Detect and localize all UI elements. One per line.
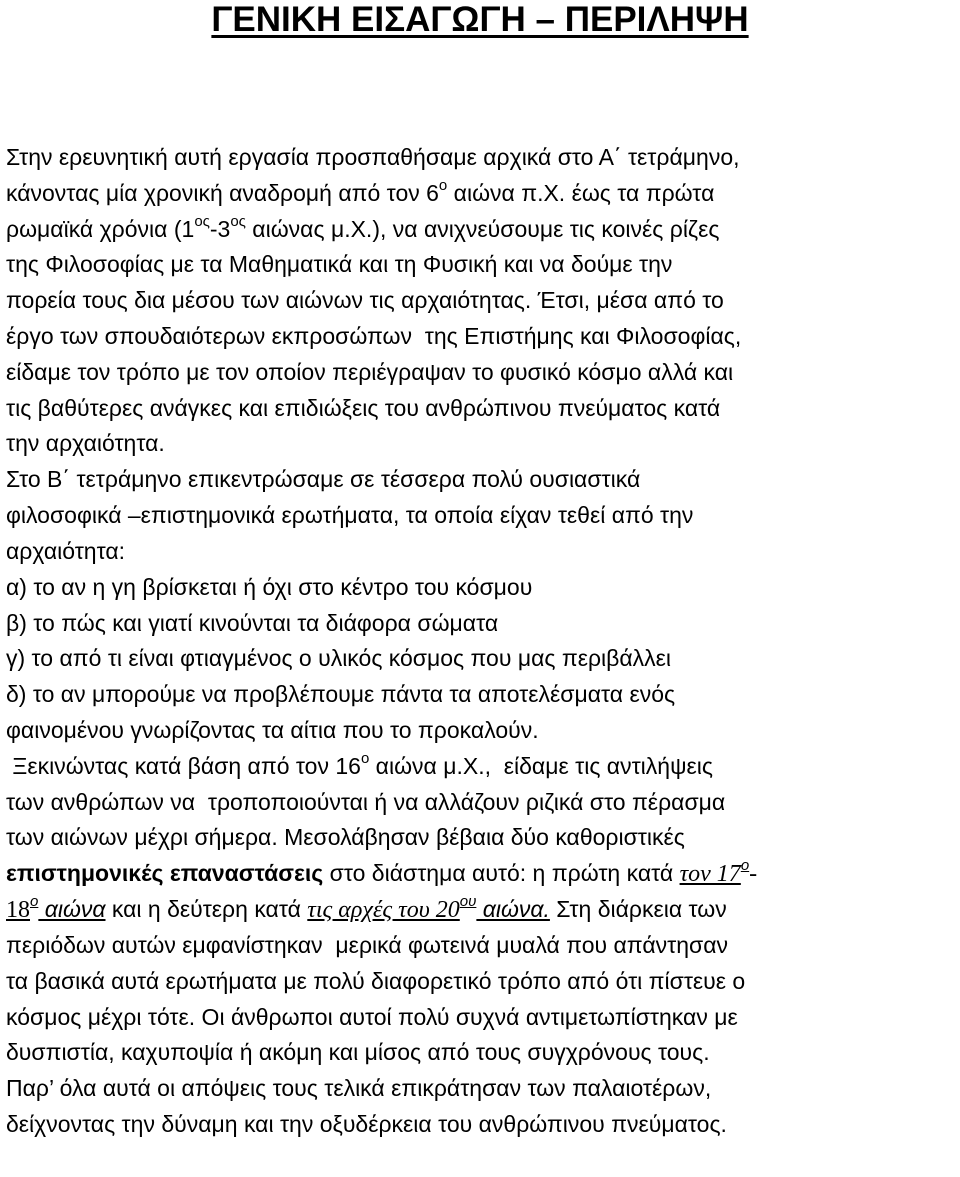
paragraph-line: φαινομένου γνωρίζοντας τα αίτια που το προκαλούν. [6, 717, 539, 743]
paragraph-line: ρωμαϊκά χρόνια ($1^{o\varsigma}-3^{o\varsigma}$ αιώνας μ.Χ.), να ανιχνεύσουμε τις κοινές ρίζες [6, 213, 720, 242]
paragraph-line: Παρ’ όλα αυτά οι απόψεις τους τελικά επικράτησαν των παλαιοτέρων, [6, 1075, 712, 1101]
document-title: ΓΕΝΙΚΗ ΕΙΣΑΓΩΓΗ – ΠΕΡΙΛΗΨΗ [211, 0, 749, 39]
paragraph-line: πορεία τους δια μέσου των αιώνων τις αρχαιότητας. Έτσι, μέσα από το [6, 287, 724, 313]
paragraph-line: των αιώνων μέχρι σήμερα. Μεσολάβησαν βέβαια δύο καθοριστικές [6, 824, 685, 850]
list-item: γ) το από τι είναι φτιαγμένος ο υλικός κόσμος που μας περιβάλλει [6, 645, 672, 671]
paragraph-line: Ξεκινώντας κατά βάση από τον $16^o$ αιώνα μ.Χ., είδαμε τις αντιλήψεις [6, 750, 713, 779]
list-item: β) το πώς και γιατί κινούνται τα διάφορα σώματα [6, 610, 499, 636]
paragraph-line: των ανθρώπων να τροποποιούνται ή να αλλάζουν ριζικά στο πέρασμα [6, 789, 726, 815]
paragraph-line: $18^o$ αιώνα και η δεύτερη κατά τις αρχές του $20^{o\upsilon}$ αιώνα. Στη διάρκεια των [6, 893, 727, 923]
underlined-date: 18 [6, 897, 30, 923]
underlined-date: τις αρχές του 20 [307, 897, 460, 923]
paragraph-line: επιστημονικές επαναστάσεις στο διάστημα αυτό: η πρώτη κατά τον $17^o-$ [6, 857, 758, 887]
underlined-date: τον 17 [679, 861, 741, 887]
paragraph-line: είδαμε τον τρόπο με τον οποίον περιέγραψαν το φυσικό κόσμο αλλά και [6, 359, 734, 385]
bold-phrase: επιστημονικές επαναστάσεις [6, 860, 324, 886]
paragraph-line: τις βαθύτερες ανάγκες και επιδιώξεις του ανθρώπινου πνεύματος κατά [6, 395, 721, 421]
paragraph-line: φιλοσοφικά –επιστημονικά ερωτήματα, τα οποία είχαν τεθεί από την [6, 502, 694, 528]
paragraph-line: Στην ερευνητική αυτή εργασία προσπαθήσαμε αρχικά στο Α΄ τετράμηνο, [6, 144, 740, 170]
paragraph-line: την αρχαιότητα. [6, 430, 165, 456]
paragraph-line: της Φιλοσοφίας με τα Μαθηματικά και τη Φυσική και να δούμε την [6, 251, 673, 277]
paragraph-line: κάνοντας μία χρονική αναδρομή από τον $6^o$ αιώνα π.Χ. έως τα πρώτα [6, 177, 715, 206]
paragraph-line: δυσπιστία, καχυποψία ή ακόμη και μίσος από τους συγχρόνους τους. [6, 1039, 710, 1065]
paragraph-line: τα βασικά αυτά ερωτήματα με πολύ διαφορετικό τρόπο από ότι πίστευε ο [6, 968, 746, 994]
list-item: α) το αν η γη βρίσκεται ή όχι στο κέντρο του κόσμου [6, 574, 533, 600]
paragraph-line: αρχαιότητα: [6, 538, 126, 564]
paragraph-line: περιόδων αυτών εμφανίστηκαν μερικά φωτεινά μυαλά που απάντησαν [6, 932, 728, 958]
paragraph-line: δείχνοντας την δύναμη και την οξυδέρκεια του ανθρώπινου πνεύματος. [6, 1111, 727, 1137]
paragraph-line: έργο των σπουδαιότερων εκπροσώπων της Επιστήμης και Φιλοσοφίας, [6, 323, 742, 349]
paragraph-line: Στο Β΄ τετράμηνο επικεντρώσαμε σε τέσσερα πολύ ουσιαστικά [6, 466, 641, 492]
list-item: δ) το αν μπορούμε να προβλέπουμε πάντα τα αποτελέσματα ενός [6, 681, 676, 707]
paragraph-line: κόσμος μέχρι τότε. Οι άνθρωποι αυτοί πολύ συχνά αντιμετωπίστηκαν με [6, 1004, 738, 1030]
